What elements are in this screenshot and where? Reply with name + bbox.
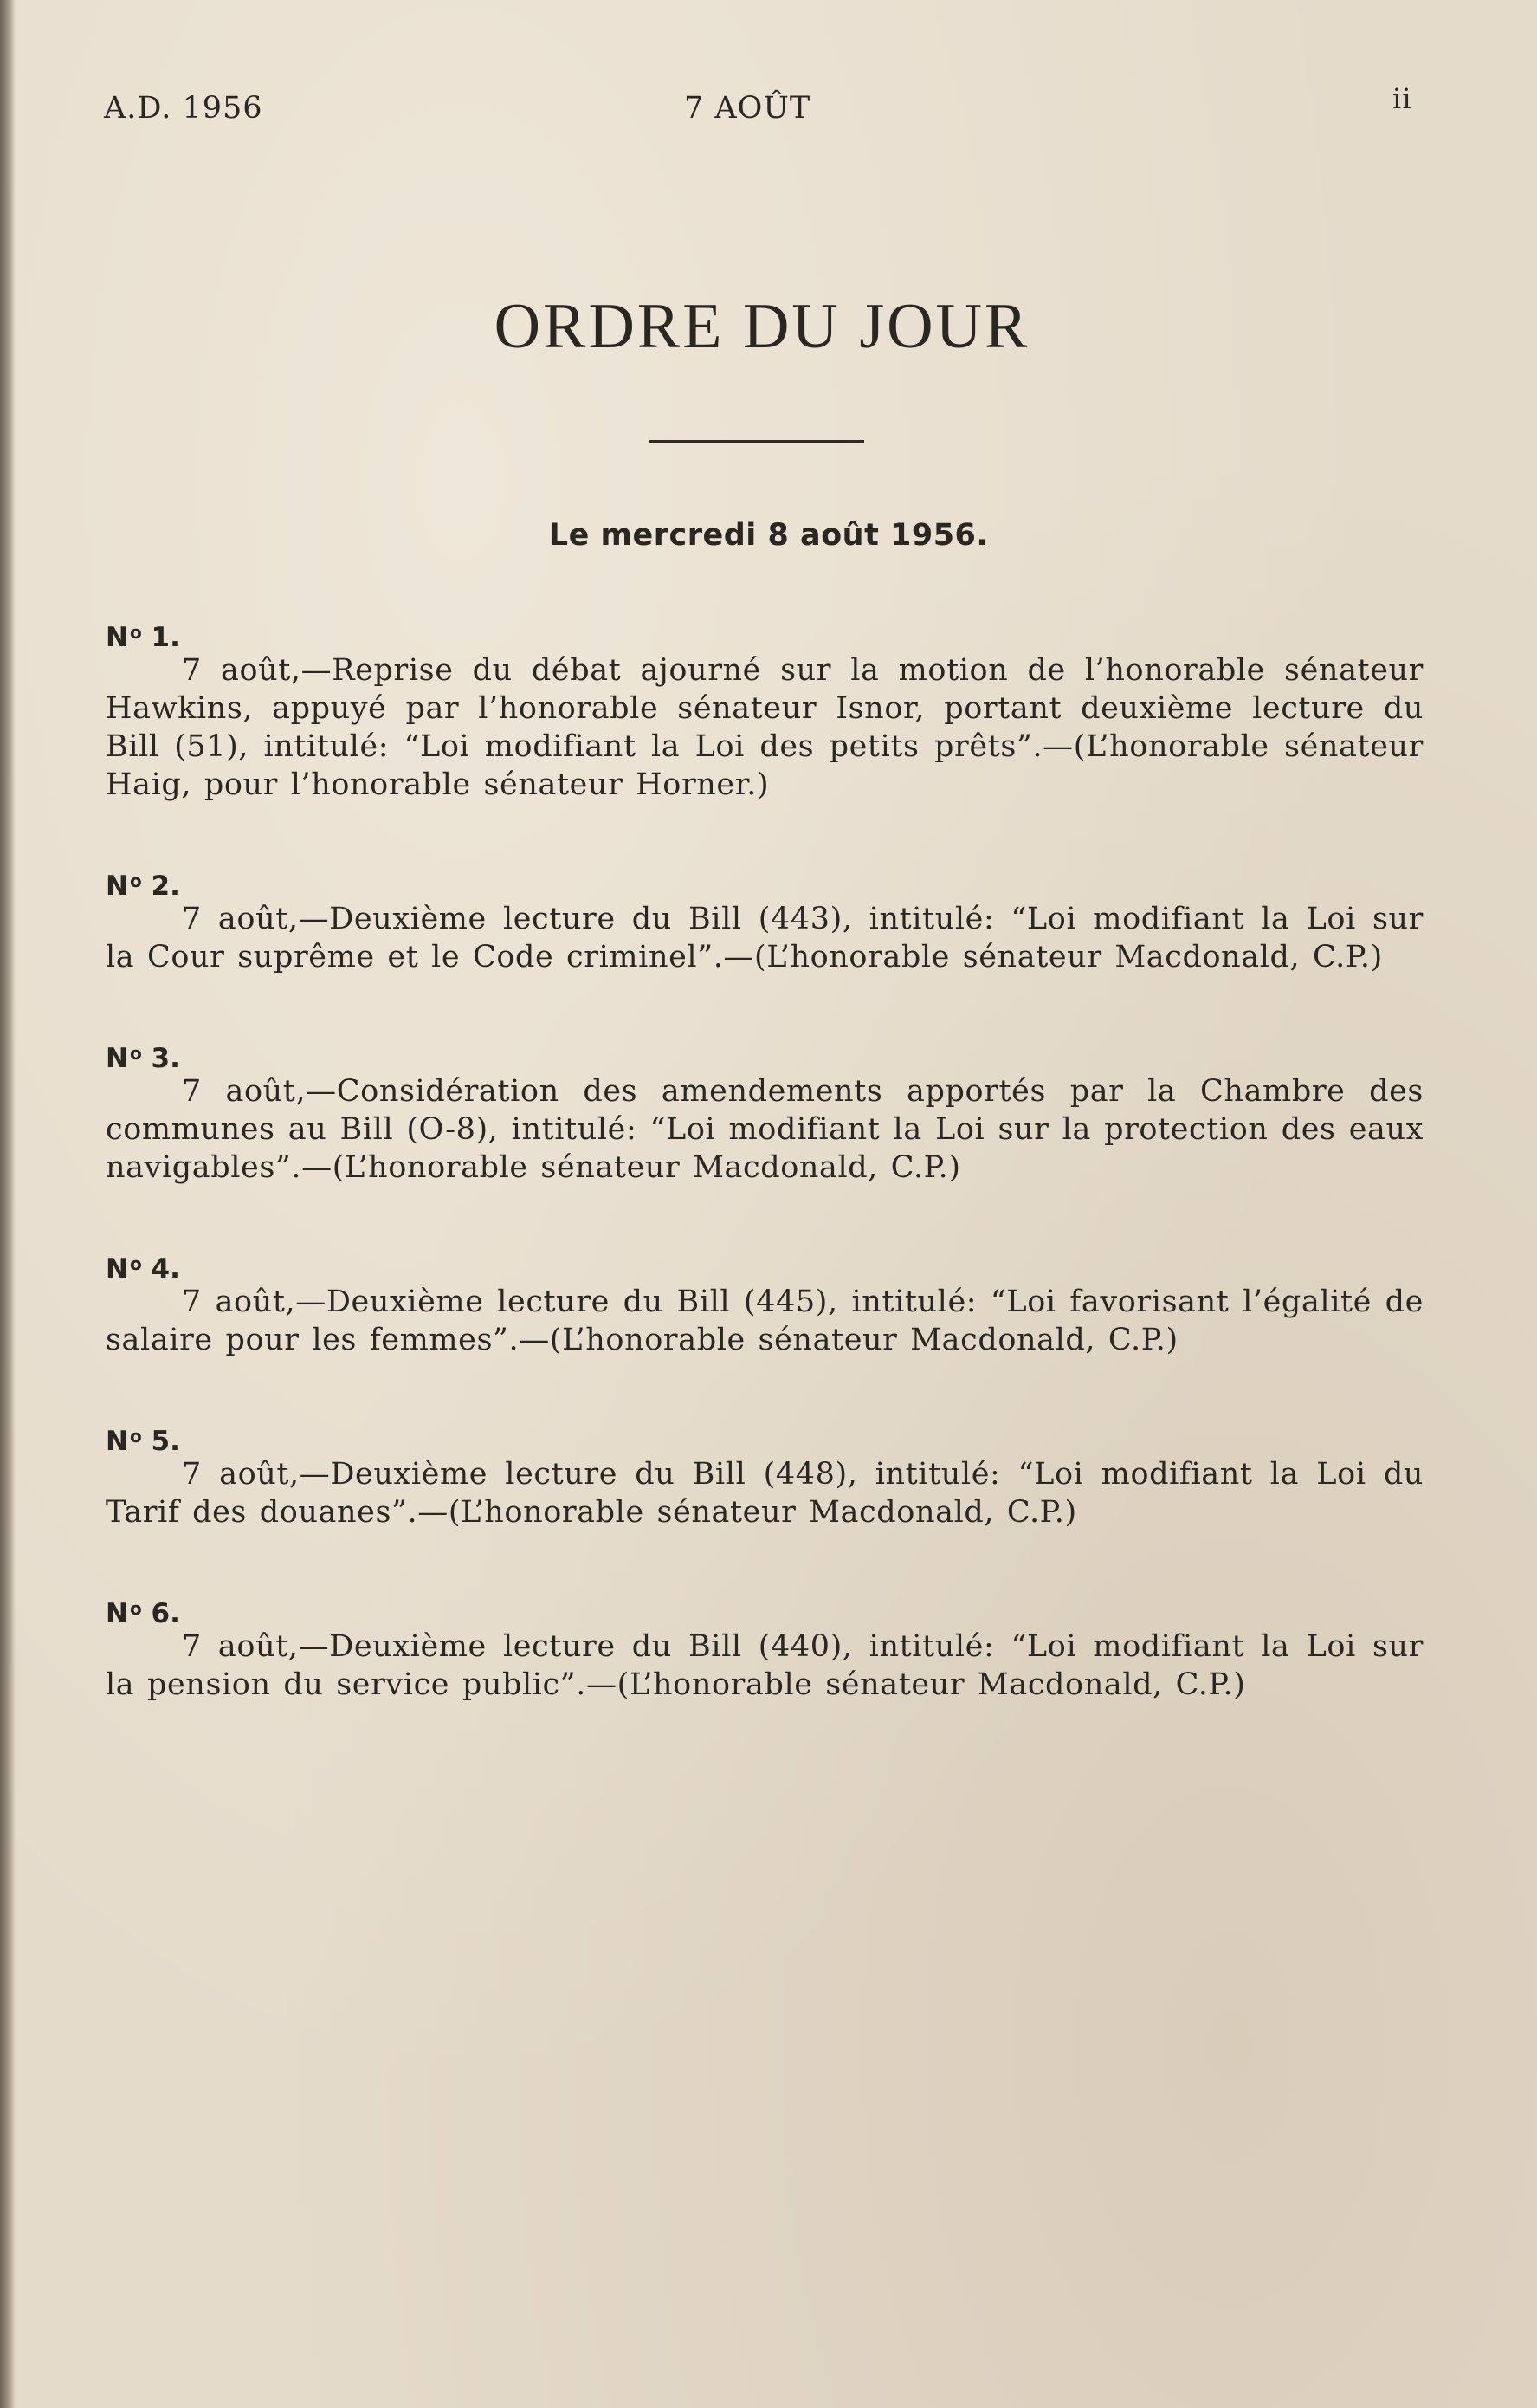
item-text: 7 août,—Reprise du débat ajourné sur la motion de l’honorable sénateur Hawkins, appuyé par l’honorable sénateur Isnor, portant deuxième lecture du Bill (51), intitulé: “Loi modifiant la Loi des petits prêts”.—(L’honorable sénateur Haig, pour l’honorable sénateur Horner.) xyxy=(106,653,1424,802)
item-number-n: N xyxy=(106,1426,128,1457)
item-text: 7 août,—Deuxième lecture du Bill (445), intitulé: “Loi favorisant l’égalité de salaire pour les femmes”.—(L’honorable sénateur Macdonald, C.P.) xyxy=(106,1285,1424,1357)
item-number-sup: o xyxy=(129,1598,142,1619)
item-number-value: 2. xyxy=(141,871,180,902)
page-title-text: ORDRE DU JOUR xyxy=(494,291,1030,362)
title-rule xyxy=(649,440,864,443)
item-number-sup: o xyxy=(129,622,142,643)
sitting-date xyxy=(0,518,1537,553)
item-text: 7 août,—Considération des amendements apportés par la Chambre des communes au Bill (O-8), intitulé: “Loi modifiant la Loi sur la protection des eaux navigables”.—(L’honorable sénateur Macdonald, C.P.) xyxy=(106,1074,1424,1185)
order-item-4 xyxy=(106,1245,1424,1359)
item-number-sup: o xyxy=(129,1253,142,1274)
item-number xyxy=(106,862,1424,900)
order-items xyxy=(106,613,1424,1762)
item-number-n: N xyxy=(106,622,128,653)
order-item-5 xyxy=(106,1417,1424,1531)
item-text: 7 août,—Deuxième lecture du Bill (448), intitulé: “Loi modifiant la Loi du Tarif des douanes”.—(L’honorable sénateur Macdonald, C.P.) xyxy=(106,1457,1424,1530)
item-number-sup: o xyxy=(129,1426,142,1447)
item-number-value: 3. xyxy=(141,1043,180,1074)
item-number-value: 1. xyxy=(141,622,180,653)
item-number-n: N xyxy=(106,1043,128,1074)
item-number xyxy=(106,1034,1424,1072)
item-number xyxy=(106,613,1424,651)
item-number xyxy=(106,1417,1424,1455)
item-number-n: N xyxy=(106,1253,128,1285)
header-page-number: ii xyxy=(1392,82,1412,115)
header-date: 7 AOÛT xyxy=(684,91,811,126)
order-item-2 xyxy=(106,862,1424,976)
item-number-value: 6. xyxy=(141,1598,180,1629)
item-number-n: N xyxy=(106,871,128,902)
item-text: 7 août,—Deuxième lecture du Bill (440), intitulé: “Loi modifiant la Loi sur la pension du service public”.—(L’honorable sénateur Macdonald, C.P.) xyxy=(106,1629,1424,1702)
item-number xyxy=(106,1589,1424,1628)
item-number-value: 5. xyxy=(141,1426,180,1457)
item-text: 7 août,—Deuxième lecture du Bill (443), intitulé: “Loi modifiant la Loi sur la Cour suprême et le Code criminel”.—(L’honorable sénateur Macdonald, C.P.) xyxy=(106,902,1424,974)
item-number-n: N xyxy=(106,1598,128,1629)
header-year: A.D. 1956 xyxy=(104,91,263,126)
item-number-sup: o xyxy=(129,1043,142,1064)
order-item-6 xyxy=(106,1589,1424,1704)
item-number-value: 4. xyxy=(141,1253,180,1285)
item-number-sup: o xyxy=(129,871,142,891)
order-item-1 xyxy=(106,613,1424,804)
item-number xyxy=(106,1245,1424,1283)
order-item-3 xyxy=(106,1034,1424,1187)
page-title xyxy=(0,290,1537,364)
sitting-date-text: Le mercredi 8 août 1956. xyxy=(548,518,989,553)
